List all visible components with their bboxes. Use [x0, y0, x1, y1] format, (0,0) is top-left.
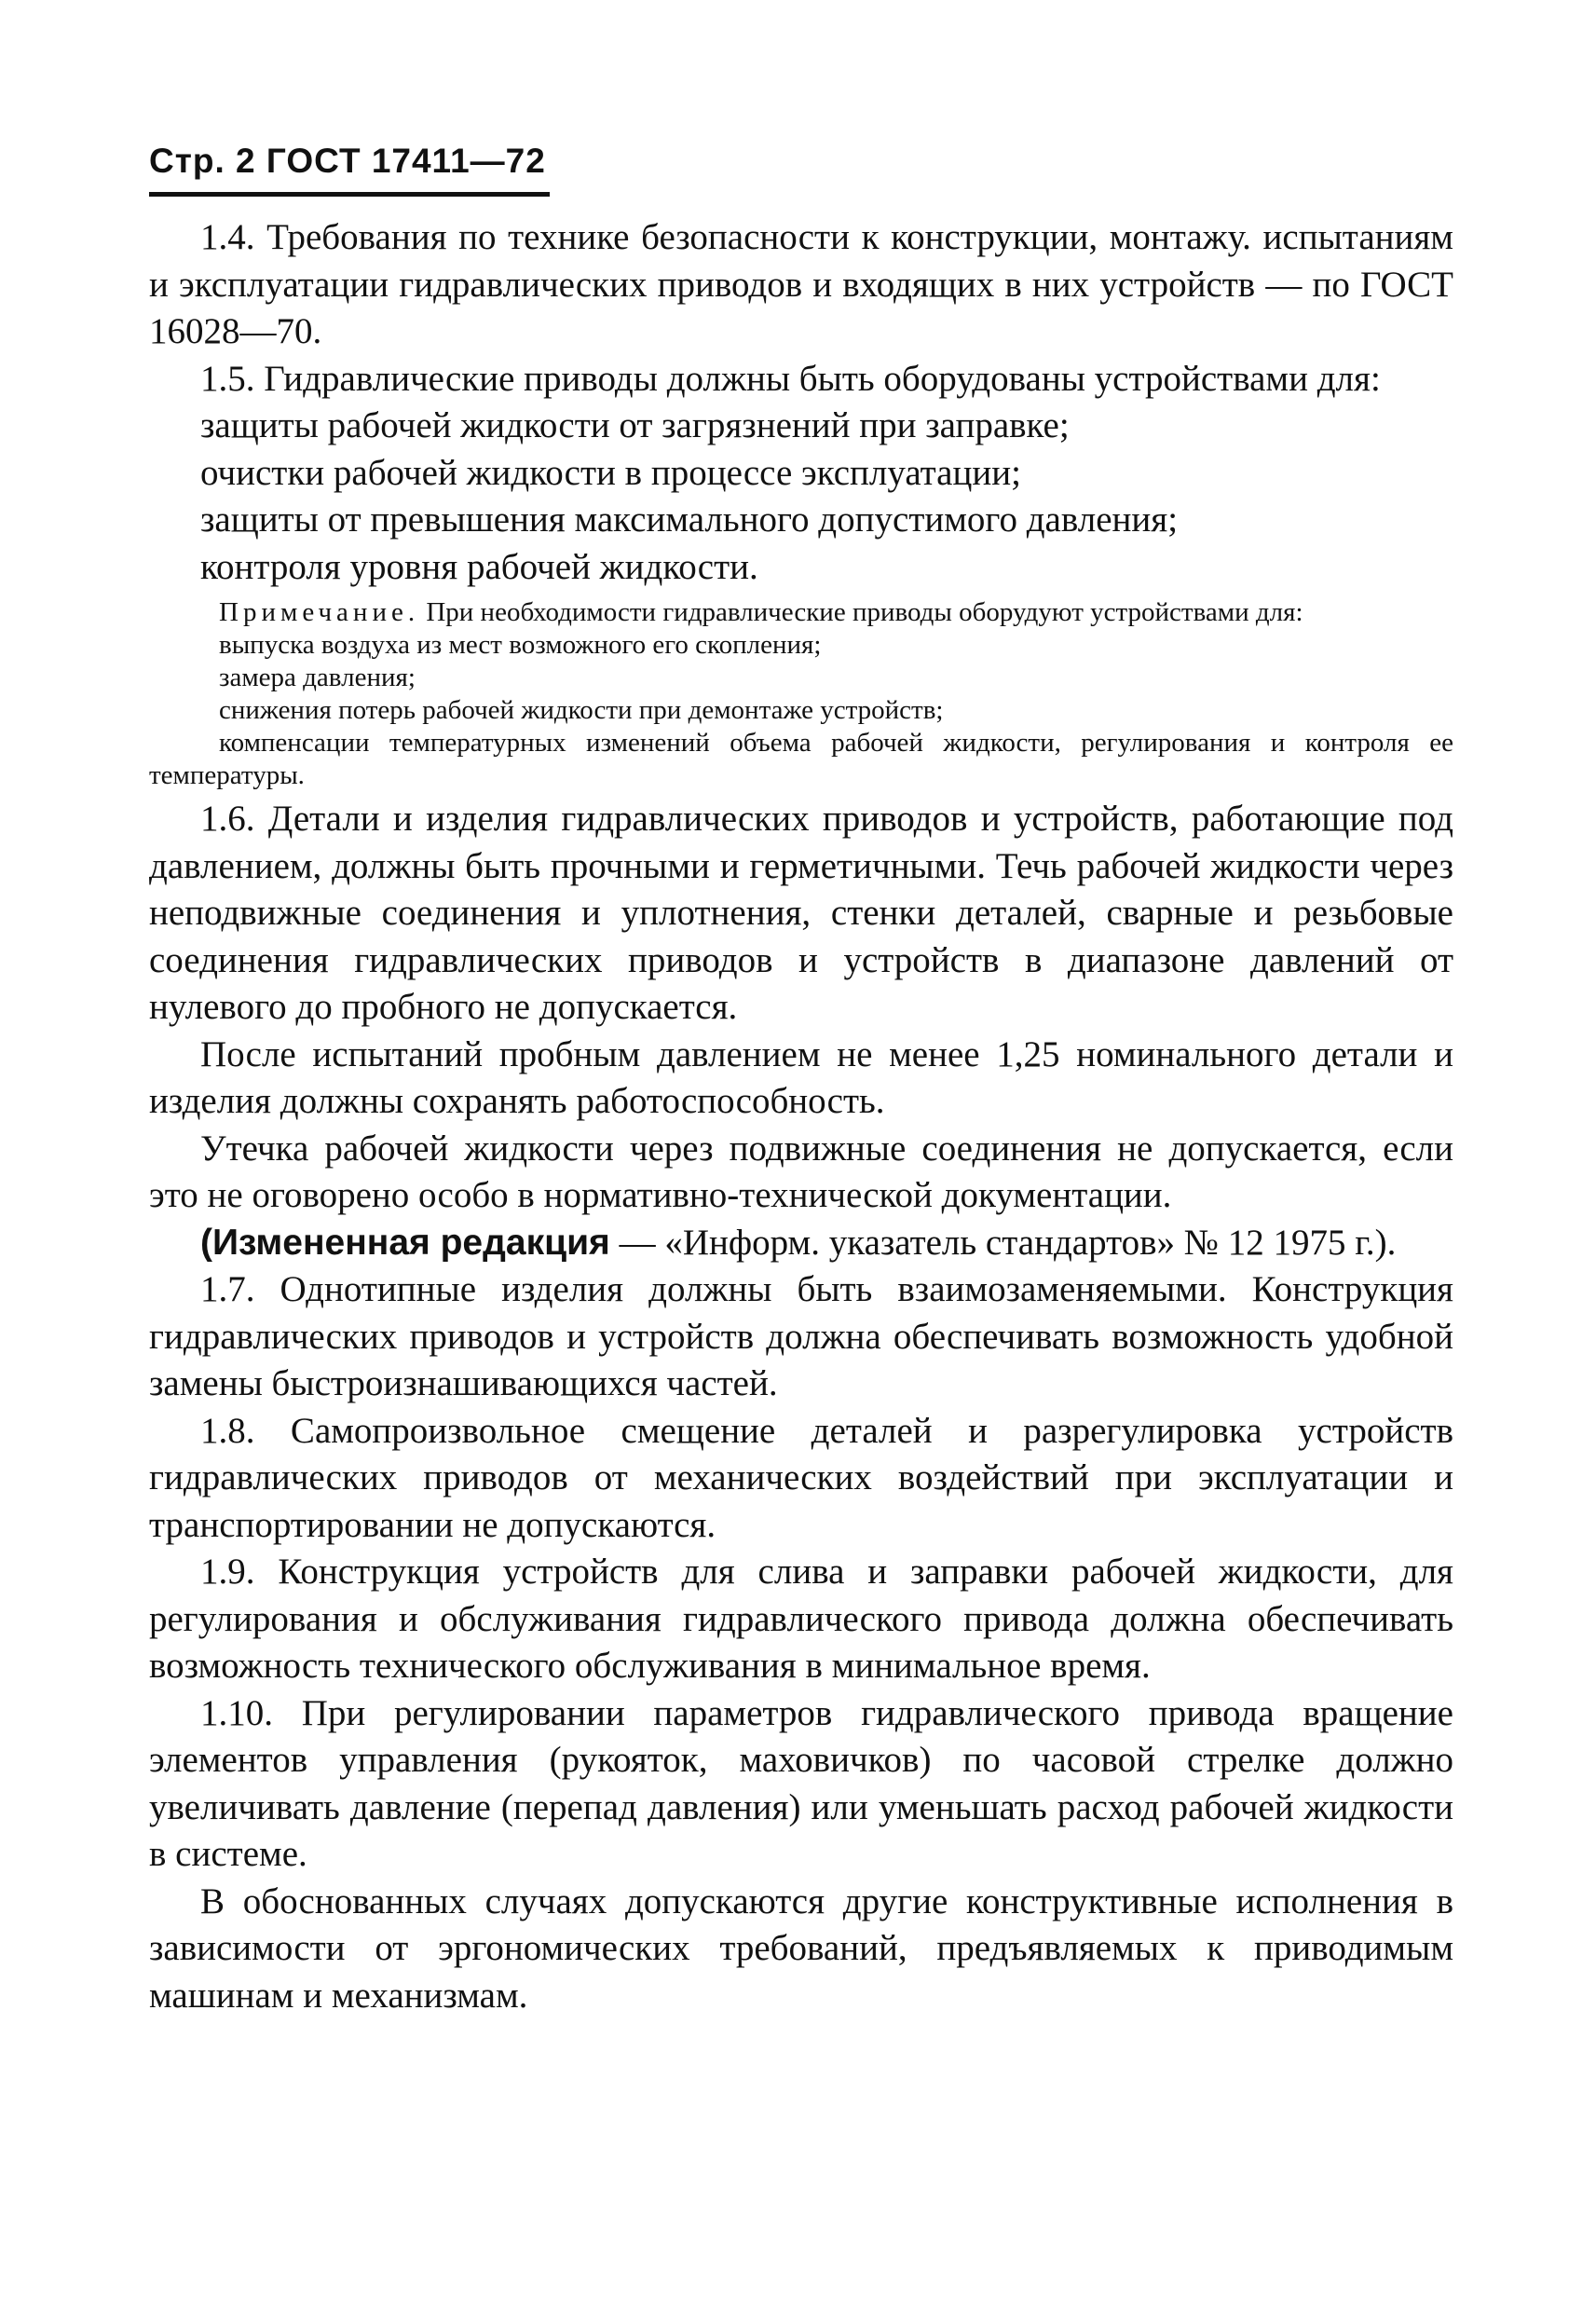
edition-label: (Измененная редакция: [200, 1222, 610, 1263]
list-1-5: [149, 403, 1453, 591]
header-rule: [149, 192, 550, 197]
note-intro-text: При необходимости гидравлические приводы оборудуют устройствами для:: [426, 597, 1303, 627]
note-label: Примечание.: [219, 597, 420, 627]
paragraph-1-7: 1.7. Однотипные изделия должны быть взаимозаменяемыми. Конструкция гидравлических приводов и устройств должна обеспечивать возможность удобной замены быстроизнашивающихся частей.: [149, 1269, 1453, 1403]
paragraph-1-6-after-test: После испытаний пробным давлением не менее 1,25 номинального детали и изделия должны сохранять работоспособность.: [149, 1033, 1453, 1121]
note-item: компенсации температурных изменений объема рабочей жидкости, регулирования и контроля ее температуры.: [149, 728, 1453, 790]
paragraph-1-10-exceptions: В обоснованных случаях допускаются другие конструктивные исполнения в зависимости от эргономических требований, предъявляемых к приводимым машинам и механизмам.: [149, 1880, 1453, 2016]
list-item: очистки рабочей жидкости в процессе эксплуатации;: [200, 452, 1021, 493]
note-intro: [149, 596, 1453, 629]
paragraph-1-5: 1.5. Гидравлические приводы должны быть оборудованы устройствами для:: [200, 358, 1381, 399]
note-item: снижения потерь рабочей жидкости при демонтаже устройств;: [219, 695, 944, 725]
edition-text: — «Информ. указатель стандартов» № 12 1975 г.).: [609, 1222, 1397, 1263]
page-number: Стр. 2: [149, 142, 256, 180]
note-item: выпуска воздуха из мест возможного его скопления;: [219, 630, 822, 660]
list-item: защиты рабочей жидкости от загрязнений при заправке;: [200, 405, 1070, 445]
paragraph-1-4: 1.4. Требования по технике безопасности к конструкции, монтажу. испытаниям и эксплуатации гидравлических приводов и входящих в них устройств — по ГОСТ 16028—70.: [149, 217, 1453, 351]
page-header: [149, 142, 546, 181]
document-body: [149, 214, 1453, 2019]
paragraph-1-10: 1.10. При регулировании параметров гидравлического привода вращение элементов управления (рукояток, маховичков) по часовой стрелке должно увеличивать давление (перепад давления) или уменьшать расход рабочей жидкости в системе.: [149, 1692, 1453, 1874]
paragraph-1-6-leakage: Утечка рабочей жидкости через подвижные соединения не допускается, если это не оговорено особо в нормативно-технической документации.: [149, 1128, 1453, 1215]
standard-number: ГОСТ 17411—72: [266, 142, 546, 180]
list-item: контроля уровня рабочей жидкости.: [200, 546, 758, 587]
note-item: замера давления;: [219, 663, 416, 692]
paragraph-1-8: 1.8. Самопроизвольное смещение деталей и разрегулировка устройств гидравлических приводов от механических воздействий при эксплуатации и транспортировании не допускаются.: [149, 1410, 1453, 1545]
note-block: [149, 596, 1453, 792]
edition-note: [149, 1220, 1453, 1267]
list-item: защиты от превышения максимального допустимого давления;: [200, 499, 1179, 540]
paragraph-1-9: 1.9. Конструкция устройств для слива и заправки рабочей жидкости, для регулирования и обслуживания гидравлического привода должна обеспечивать возможность технического обслуживания в минимальное время.: [149, 1552, 1453, 1686]
paragraph-1-6: 1.6. Детали и изделия гидравлических приводов и устройств, работающие под давлением, должны быть прочными и герметичными. Течь рабочей жидкости через неподвижные соединения и уплотнения, стенки деталей, сварные и резьбовые соединения гидравлических приводов и устройств в диапазоне давлений от нулевого до пробного не допускается.: [149, 799, 1453, 1027]
